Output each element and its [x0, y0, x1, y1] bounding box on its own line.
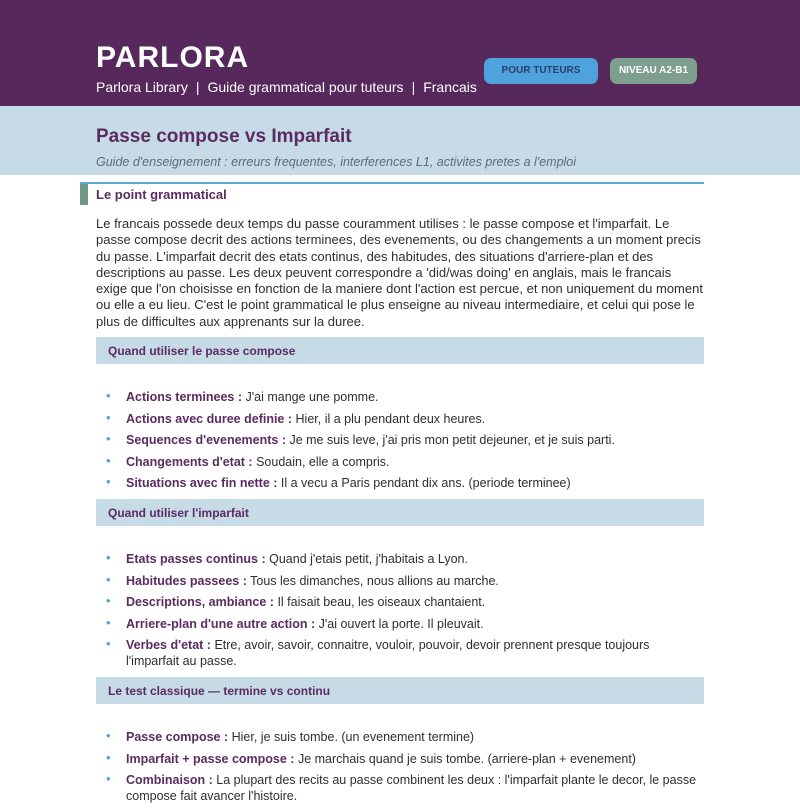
list-item — [106, 573, 704, 589]
item-example: Tous les dimanches, nous allions au marche. — [250, 573, 499, 588]
bullet-icon: • — [106, 388, 111, 403]
list-imparfait — [106, 551, 704, 675]
item-example: Soudain, elle a compris. — [256, 454, 390, 469]
subheading-label: Quand utiliser le passe compose — [108, 344, 296, 358]
list-item — [106, 551, 704, 567]
item-term: Descriptions, ambiance : — [126, 595, 274, 610]
page-subtitle: Guide d'enseignement : erreurs frequentes, interferences L1, activites pretes a l'emploi — [96, 155, 577, 169]
item-example: J'ai ouvert la porte. Il pleuvait. — [318, 616, 484, 631]
brand-logo[interactable]: PARLORA — [96, 41, 250, 74]
bullet-icon: • — [106, 452, 111, 468]
item-term: Combinaison : — [126, 773, 213, 788]
item-term: Actions avec duree definie : — [126, 411, 293, 426]
section-heading — [80, 182, 704, 205]
item-term: Habitudes passees : — [126, 573, 247, 588]
list-item — [106, 475, 704, 491]
item-term: Situations avec fin nette : — [126, 476, 278, 491]
list-item — [106, 389, 704, 405]
item-example: Je marchais quand je suis tombe. (arriere-plan + evenement) — [297, 751, 636, 766]
page-title: Passe compose vs Imparfait — [96, 126, 352, 147]
bullet-icon: • — [106, 593, 111, 609]
list-item — [106, 454, 704, 470]
list-item — [106, 411, 704, 427]
item-term: Verbes d'etat : — [126, 638, 211, 653]
item-example: Il a vecu a Paris pendant dix ans. (periode terminee) — [280, 476, 571, 491]
list-item — [106, 751, 704, 767]
item-term: Arriere-plan d'une autre action : — [126, 616, 316, 631]
subheading-label: Le test classique — termine vs continu — [108, 684, 331, 698]
section-title: Le point grammatical — [96, 187, 227, 202]
breadcrumb-separator: | — [411, 79, 416, 95]
item-example: Hier, je suis tombe. (un evenement termine) — [231, 730, 475, 744]
subheading-label: Quand utiliser l'imparfait — [108, 506, 249, 520]
item-term: Actions terminees : — [126, 390, 243, 404]
list-item — [106, 772, 704, 804]
breadcrumb-guide[interactable]: Guide grammatical pour tuteurs — [207, 79, 404, 95]
site-header — [0, 0, 800, 106]
item-example: Quand j'etais petit, j'habitais a Lyon. — [269, 552, 468, 566]
item-term: Passe compose : — [126, 730, 229, 744]
bullet-icon: • — [106, 636, 111, 652]
bullet-icon: • — [106, 728, 111, 743]
bullet-icon: • — [106, 409, 111, 425]
for-tutors-button[interactable]: POUR TUTEURS — [484, 58, 598, 84]
bullet-icon: • — [106, 614, 111, 630]
list-classic-test — [106, 729, 704, 810]
breadcrumb-language[interactable]: Francais — [423, 79, 477, 95]
bullet-icon: • — [106, 550, 111, 565]
breadcrumb-library[interactable]: Parlora Library — [96, 79, 188, 95]
breadcrumb-separator: | — [195, 79, 200, 95]
list-item — [106, 729, 704, 745]
item-example: J'ai mange une pomme. — [245, 390, 379, 404]
item-term: Imparfait + passe compose : — [126, 751, 295, 766]
bullet-icon: • — [106, 474, 111, 490]
bullet-icon: • — [106, 771, 111, 787]
item-term: Changements d'etat : — [126, 454, 253, 469]
item-example: Je me suis leve, j'ai pris mon petit dejeuner, et je suis parti. — [289, 433, 615, 448]
breadcrumb — [96, 79, 477, 95]
subheading-imparfait — [96, 499, 704, 526]
bullet-icon: • — [106, 571, 111, 587]
item-term: Etats passes continus : — [126, 552, 266, 566]
section-accent-bar — [80, 184, 88, 205]
item-example: Etre, avoir, savoir, connaitre, vouloir, pouvoir, devoir prennent presque toujours l'imparfait au passe. — [126, 638, 650, 669]
item-example: Il faisait beau, les oiseaux chantaient. — [277, 595, 486, 610]
item-term: Sequences d'evenements : — [126, 433, 286, 448]
item-example: La plupart des recits au passe combinent les deux : l'imparfait plante le decor, le passe compose fait avancer l'histoire. — [126, 773, 697, 804]
bullet-icon: • — [106, 431, 111, 447]
intro-paragraph: Le francais possede deux temps du passe couramment utilises : le passe compose et l'imparfait. Le passe compose decrit des actions terminees, des evenements, ou des changements a un moment precis du passe. L'imparfait decrit des etats continus, des habitudes, des situations d'arriere-plan et des descriptions au passe. Les deux peuvent correspondre a 'did/was doing' en anglais, mais le francais exige que l'on choisisse en fonction de la maniere dont l'action est percue, et non uniquement du moment ou elle a eu lieu. C'est le point grammatical le plus enseigne au niveau intermediaire, et celui qui pose le plus de difficultes aux apprenants sur la duree. — [96, 216, 703, 329]
list-item — [106, 594, 704, 610]
subheading-passe-compose — [96, 337, 704, 364]
subheading-classic-test — [96, 677, 704, 704]
list-item — [106, 637, 704, 669]
item-example: Hier, il a plu pendant deux heures. — [295, 411, 486, 426]
list-passe-compose — [106, 389, 704, 497]
list-item — [106, 616, 704, 632]
level-badge-button[interactable]: NIVEAU A2-B1 — [610, 58, 697, 84]
list-item — [106, 432, 704, 448]
bullet-icon: • — [106, 749, 111, 765]
